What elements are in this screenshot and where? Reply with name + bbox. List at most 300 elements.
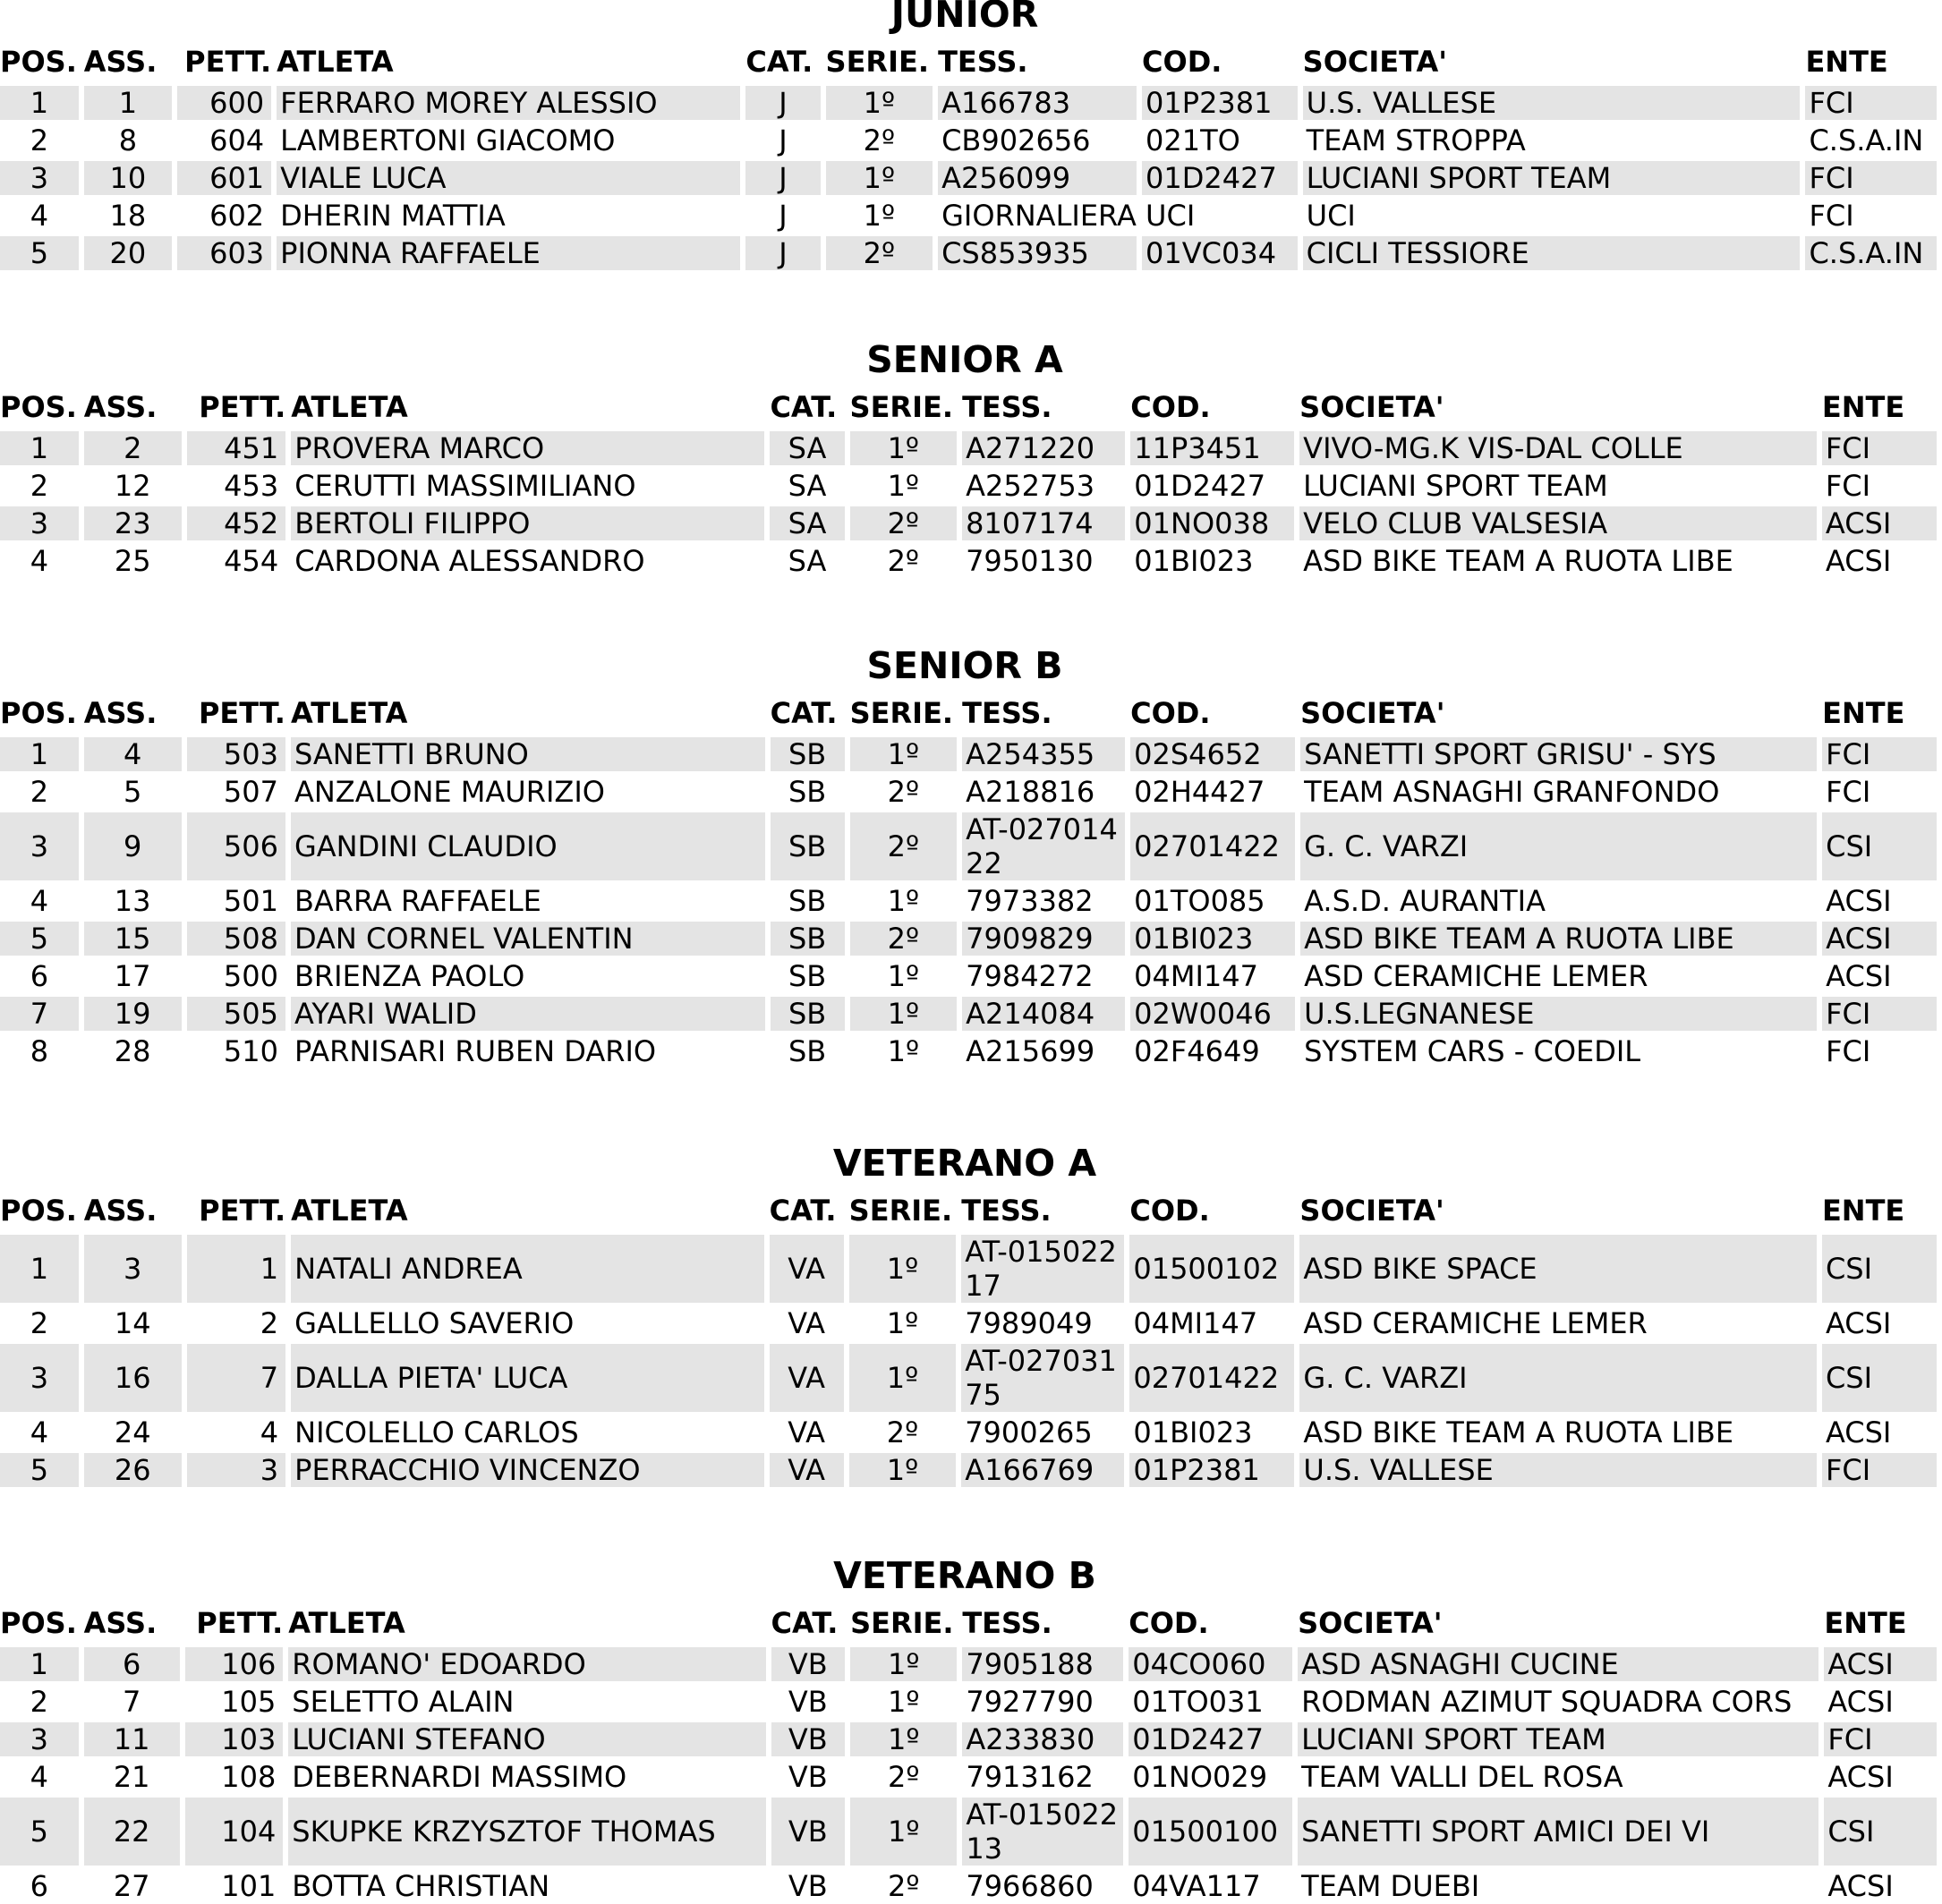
column-header-serie: SERIE. <box>825 45 929 79</box>
cell-ass: 12 <box>84 465 182 503</box>
cell-pett: 453 <box>187 465 286 503</box>
cell-cod: 01TO031 <box>1129 1681 1292 1719</box>
cell-pett: 505 <box>187 993 285 1031</box>
cell-atleta: BRIENZA PAOLO <box>291 956 765 993</box>
cell-cod: 02F4649 <box>1130 1031 1295 1068</box>
table-row <box>0 1340 1937 1412</box>
cell-ass: 4 <box>84 734 182 771</box>
cell-pos: 2 <box>0 120 79 157</box>
column-header-societa: SOCIETA' <box>1298 1606 1443 1640</box>
cell-serie: 2º <box>826 233 933 270</box>
cell-ente: ACSI <box>1824 1681 1937 1719</box>
cell-ente: CSI <box>1822 1340 1937 1412</box>
cell-serie: 1º <box>850 734 958 771</box>
cell-tess: AT-02703175 <box>961 1340 1124 1412</box>
column-header-societa: SOCIETA' <box>1302 45 1448 79</box>
column-header-cod: COD. <box>1129 1606 1209 1640</box>
cell-ass: 13 <box>84 880 182 918</box>
cell-ente: ACSI <box>1822 1412 1937 1449</box>
cell-serie: 1º <box>826 157 933 195</box>
cell-cat: VB <box>771 1794 846 1866</box>
column-header-serie: SERIE. <box>850 1606 954 1640</box>
cell-ass: 21 <box>84 1756 180 1794</box>
section-title: SENIOR A <box>866 338 1063 381</box>
cell-societa: ASD CERAMICHE LEMER <box>1300 956 1817 993</box>
cell-pos: 6 <box>0 1866 79 1903</box>
cell-serie: 1º <box>850 1644 957 1681</box>
column-header-atleta: ATLETA <box>277 45 394 79</box>
cell-cat: SB <box>771 993 845 1031</box>
cell-atleta: DHERIN MATTIA <box>277 195 740 233</box>
cell-cat: SB <box>771 734 845 771</box>
cell-societa: LUCIANI SPORT TEAM <box>1298 1719 1818 1756</box>
column-header-atleta: ATLETA <box>291 1194 408 1228</box>
cell-cod: 01TO085 <box>1130 880 1295 918</box>
cell-tess: 7950130 <box>962 540 1125 578</box>
table-row <box>0 82 1937 120</box>
cell-cat: SB <box>771 880 845 918</box>
cell-pos: 3 <box>0 809 79 880</box>
table-row <box>0 120 1937 157</box>
cell-cat: VB <box>771 1681 846 1719</box>
cell-cat: SB <box>771 771 845 809</box>
cell-pos: 5 <box>0 233 79 270</box>
column-header-pos: POS. <box>0 390 77 424</box>
column-header-ass: ASS. <box>83 45 158 79</box>
cell-pett: 451 <box>187 428 286 465</box>
cell-societa: SANETTI SPORT AMICI DEI VI <box>1298 1794 1818 1866</box>
cell-pos: 3 <box>0 503 79 540</box>
cell-serie: 1º <box>850 465 958 503</box>
cell-cod: 02701422 <box>1130 809 1295 880</box>
cell-societa: ASD BIKE TEAM A RUOTA LIBE <box>1300 918 1817 956</box>
cell-pett: 452 <box>187 503 286 540</box>
cell-societa: ASD BIKE TEAM A RUOTA LIBE <box>1299 540 1817 578</box>
cell-atleta: PERRACCHIO VINCENZO <box>291 1449 763 1487</box>
cell-societa: RODMAN AZIMUT SQUADRA CORS <box>1298 1681 1818 1719</box>
results-table <box>0 693 1942 1068</box>
cell-cat: VB <box>771 1866 846 1903</box>
cell-tess: A166783 <box>938 82 1137 120</box>
header-row <box>0 387 1937 428</box>
column-header-ass: ASS. <box>83 390 158 424</box>
cell-societa: G. C. VARZI <box>1299 1340 1817 1412</box>
cell-pett: 106 <box>185 1644 284 1681</box>
cell-tess: 7909829 <box>962 918 1125 956</box>
cell-tess: A254355 <box>962 734 1125 771</box>
cell-societa: ASD BIKE SPACE <box>1299 1231 1817 1303</box>
cell-cod: 01D2427 <box>1129 1719 1292 1756</box>
cell-societa: U.S. VALLESE <box>1303 82 1801 120</box>
cell-ass: 16 <box>84 1340 182 1412</box>
cell-tess: AT-02701422 <box>962 809 1125 880</box>
table-row <box>0 1756 1937 1794</box>
cell-pett: 103 <box>185 1719 284 1756</box>
cell-serie: 1º <box>850 1719 957 1756</box>
cell-serie: 1º <box>850 428 958 465</box>
cell-ente: FCI <box>1822 1449 1937 1487</box>
cell-pett: 602 <box>177 195 271 233</box>
cell-atleta: LAMBERTONI GIACOMO <box>277 120 740 157</box>
cell-tess: A215699 <box>962 1031 1125 1068</box>
cell-tess: A271220 <box>962 428 1125 465</box>
results-table <box>0 41 1942 270</box>
column-header-cat: CAT. <box>770 696 838 730</box>
cell-pett: 508 <box>187 918 285 956</box>
column-header-ass: ASS. <box>83 696 158 730</box>
cell-serie: 1º <box>850 1681 957 1719</box>
cell-cat: VB <box>771 1756 846 1794</box>
cell-tess: CB902656 <box>938 120 1137 157</box>
cell-atleta: NATALI ANDREA <box>291 1231 763 1303</box>
table-row <box>0 734 1937 771</box>
column-header-societa: SOCIETA' <box>1300 696 1445 730</box>
cell-pos: 1 <box>0 1644 79 1681</box>
cell-cod: 01D2427 <box>1142 157 1298 195</box>
cell-ass: 8 <box>84 120 172 157</box>
cell-atleta: DAN CORNEL VALENTIN <box>291 918 765 956</box>
results-table <box>0 387 1942 578</box>
cell-cod: 01500102 <box>1129 1231 1294 1303</box>
cell-ass: 7 <box>84 1681 180 1719</box>
cell-pett: 501 <box>187 880 285 918</box>
cell-pett: 600 <box>177 82 271 120</box>
cell-pos: 3 <box>0 1340 79 1412</box>
section-title: VETERANO B <box>833 1554 1096 1597</box>
cell-cat: SB <box>771 918 845 956</box>
cell-pett: 603 <box>177 233 271 270</box>
cell-pos: 2 <box>0 465 79 503</box>
table-row <box>0 771 1937 809</box>
cell-cat: SB <box>771 956 845 993</box>
cell-tess: A214084 <box>962 993 1125 1031</box>
cell-pos: 4 <box>0 1412 79 1449</box>
column-header-pett: PETT. <box>199 390 286 424</box>
cell-ass: 1 <box>84 82 172 120</box>
cell-cod: 01VC034 <box>1142 233 1298 270</box>
cell-ente: FCI <box>1822 771 1937 809</box>
cell-pos: 1 <box>0 428 79 465</box>
cell-serie: 2º <box>850 540 958 578</box>
cell-pett: 1 <box>187 1231 285 1303</box>
cell-serie: 2º <box>826 120 933 157</box>
cell-ente: FCI <box>1805 82 1937 120</box>
cell-pett: 507 <box>187 771 285 809</box>
cell-cat: J <box>745 120 820 157</box>
column-header-serie: SERIE. <box>849 696 954 730</box>
cell-atleta: BERTOLI FILIPPO <box>291 503 764 540</box>
cell-tess: 7905188 <box>962 1644 1123 1681</box>
cell-pos: 5 <box>0 1449 79 1487</box>
cell-atleta: SELETTO ALAIN <box>288 1681 765 1719</box>
table-row <box>0 1794 1937 1866</box>
column-header-societa: SOCIETA' <box>1299 1194 1444 1228</box>
cell-cod: 01D2427 <box>1130 465 1294 503</box>
cell-ente: C.S.A.IN <box>1805 120 1937 157</box>
cell-tess: 7989049 <box>961 1303 1124 1340</box>
cell-tess: CS853935 <box>938 233 1137 270</box>
cell-cod: 01NO029 <box>1129 1756 1292 1794</box>
cell-societa: TEAM STROPPA <box>1303 120 1801 157</box>
cell-ente: FCI <box>1805 157 1937 195</box>
cell-societa: TEAM VALLI DEL ROSA <box>1298 1756 1818 1794</box>
cell-cat: SB <box>771 809 845 880</box>
cell-cod: 01500100 <box>1129 1794 1292 1866</box>
cell-societa: SANETTI SPORT GRISU' - SYS <box>1300 734 1817 771</box>
cell-tess: AT-01502213 <box>962 1794 1123 1866</box>
cell-cat: J <box>745 195 820 233</box>
cell-atleta: LUCIANI STEFANO <box>288 1719 765 1756</box>
cell-serie: 2º <box>850 809 958 880</box>
cell-tess: A252753 <box>962 465 1125 503</box>
cell-societa: TEAM DUEBI <box>1298 1866 1818 1903</box>
table-row <box>0 809 1937 880</box>
cell-societa: VIVO-MG.K VIS-DAL COLLE <box>1299 428 1817 465</box>
column-header-atleta: ATLETA <box>288 1606 405 1640</box>
cell-atleta: PARNISARI RUBEN DARIO <box>291 1031 765 1068</box>
cell-cod: 01P2381 <box>1129 1449 1294 1487</box>
cell-pos: 3 <box>0 1719 79 1756</box>
column-header-cod: COD. <box>1130 696 1211 730</box>
cell-pos: 1 <box>0 734 79 771</box>
column-header-pett: PETT. <box>199 1194 286 1228</box>
cell-ente: ACSI <box>1822 956 1937 993</box>
cell-atleta: PIONNA RAFFAELE <box>277 233 740 270</box>
cell-tess: A166769 <box>961 1449 1124 1487</box>
cell-serie: 2º <box>850 1866 957 1903</box>
column-header-ente: ENTE <box>1821 390 1905 424</box>
cell-pos: 4 <box>0 540 79 578</box>
cell-ente: C.S.A.IN <box>1805 233 1937 270</box>
cell-ass: 11 <box>84 1719 180 1756</box>
column-header-societa: SOCIETA' <box>1299 390 1444 424</box>
cell-ente: FCI <box>1805 195 1937 233</box>
table-row <box>0 1231 1937 1303</box>
cell-atleta: CARDONA ALESSANDRO <box>291 540 764 578</box>
column-header-pett: PETT. <box>198 696 285 730</box>
cell-serie: 1º <box>826 195 933 233</box>
cell-cat: J <box>745 157 820 195</box>
column-header-atleta: ATLETA <box>290 696 408 730</box>
cell-cat: SA <box>770 428 844 465</box>
cell-pett: 108 <box>185 1756 284 1794</box>
cell-tess: 7984272 <box>962 956 1125 993</box>
cell-tess: AT-01502217 <box>961 1231 1124 1303</box>
cell-societa: CICLI TESSIORE <box>1303 233 1801 270</box>
header-row <box>0 693 1937 734</box>
cell-pett: 506 <box>187 809 285 880</box>
column-header-cat: CAT. <box>771 1606 839 1640</box>
column-header-pos: POS. <box>0 45 77 79</box>
cell-pett: 101 <box>185 1866 284 1903</box>
cell-ass: 14 <box>84 1303 182 1340</box>
cell-pos: 5 <box>0 918 79 956</box>
column-header-tess: TESS. <box>962 1606 1052 1640</box>
cell-pett: 601 <box>177 157 271 195</box>
cell-pos: 3 <box>0 157 79 195</box>
cell-cat: VA <box>770 1412 844 1449</box>
cell-ass: 28 <box>84 1031 182 1068</box>
cell-tess: 7973382 <box>962 880 1125 918</box>
column-header-cod: COD. <box>1129 1194 1210 1228</box>
column-header-ente: ENTE <box>1805 45 1888 79</box>
cell-serie: 1º <box>850 1794 957 1866</box>
cell-atleta: PROVERA MARCO <box>291 428 764 465</box>
cell-cod: 11P3451 <box>1130 428 1294 465</box>
cell-cat: VA <box>770 1449 844 1487</box>
cell-ass: 6 <box>84 1644 180 1681</box>
cell-pos: 5 <box>0 1794 79 1866</box>
table-row <box>0 880 1937 918</box>
cell-pett: 104 <box>185 1794 284 1866</box>
cell-ente: FCI <box>1822 428 1937 465</box>
column-header-tess: TESS. <box>962 390 1052 424</box>
section-title: JUNIOR <box>890 0 1039 36</box>
column-header-tess: TESS. <box>938 45 1028 79</box>
cell-ente: FCI <box>1822 1031 1937 1068</box>
cell-pos: 7 <box>0 993 79 1031</box>
cell-tess: A233830 <box>962 1719 1123 1756</box>
cell-societa: SYSTEM CARS - COEDIL <box>1300 1031 1817 1068</box>
cell-pos: 1 <box>0 1231 79 1303</box>
cell-ass: 15 <box>84 918 182 956</box>
cell-pos: 2 <box>0 1681 79 1719</box>
cell-ass: 20 <box>84 233 172 270</box>
table-row <box>0 157 1937 195</box>
cell-tess: 7900265 <box>961 1412 1124 1449</box>
cell-atleta: BARRA RAFFAELE <box>291 880 765 918</box>
cell-ente: CSI <box>1822 809 1937 880</box>
column-header-serie: SERIE. <box>849 390 953 424</box>
cell-cat: SB <box>771 1031 845 1068</box>
table-row <box>0 956 1937 993</box>
table-row <box>0 233 1937 270</box>
cell-serie: 1º <box>849 1231 957 1303</box>
cell-cat: SA <box>770 465 844 503</box>
cell-ente: ACSI <box>1824 1644 1937 1681</box>
column-header-cat: CAT. <box>770 390 838 424</box>
cell-pos: 4 <box>0 1756 79 1794</box>
cell-ass: 25 <box>84 540 182 578</box>
cell-ente: ACSI <box>1822 540 1937 578</box>
cell-societa: U.S. VALLESE <box>1299 1449 1817 1487</box>
cell-ente: ACSI <box>1822 1303 1937 1340</box>
cell-ass: 27 <box>84 1866 180 1903</box>
cell-pett: 454 <box>187 540 286 578</box>
cell-cod: 01BI023 <box>1129 1412 1294 1449</box>
cell-tess: GIORNALIERA <box>938 195 1137 233</box>
column-header-tess: TESS. <box>962 696 1052 730</box>
cell-ente: ACSI <box>1822 503 1937 540</box>
cell-ente: ACSI <box>1824 1756 1937 1794</box>
cell-cat: J <box>745 233 820 270</box>
cell-atleta: DALLA PIETA' LUCA <box>291 1340 763 1412</box>
cell-atleta: VIALE LUCA <box>277 157 740 195</box>
cell-ente: ACSI <box>1822 880 1937 918</box>
cell-atleta: FERRARO MOREY ALESSIO <box>277 82 740 120</box>
cell-ass: 24 <box>84 1412 182 1449</box>
cell-ass: 19 <box>84 993 182 1031</box>
cell-ente: FCI <box>1824 1719 1937 1756</box>
cell-atleta: DEBERNARDI MASSIMO <box>288 1756 765 1794</box>
cell-ass: 3 <box>84 1231 182 1303</box>
table-row <box>0 1644 1937 1681</box>
column-header-pos: POS. <box>0 696 77 730</box>
table-row <box>0 428 1937 465</box>
table-row <box>0 1031 1937 1068</box>
cell-atleta: AYARI WALID <box>291 993 765 1031</box>
cell-atleta: ROMANO' EDOARDO <box>288 1644 765 1681</box>
cell-cod: 04MI147 <box>1129 1303 1294 1340</box>
column-header-cat: CAT. <box>769 1194 837 1228</box>
cell-ass: 17 <box>84 956 182 993</box>
cell-cod: 021TO <box>1142 120 1298 157</box>
cell-pett: 3 <box>187 1449 285 1487</box>
cell-pett: 7 <box>187 1340 285 1412</box>
cell-societa: TEAM ASNAGHI GRANFONDO <box>1300 771 1817 809</box>
cell-serie: 2º <box>850 918 958 956</box>
cell-societa: ASD BIKE TEAM A RUOTA LIBE <box>1299 1412 1817 1449</box>
section-title: SENIOR B <box>866 644 1063 687</box>
cell-tess: 7913162 <box>962 1756 1123 1794</box>
cell-cod: 02S4652 <box>1130 734 1295 771</box>
cell-ass: 26 <box>84 1449 182 1487</box>
cell-cod: 04MI147 <box>1130 956 1295 993</box>
cell-serie: 1º <box>849 1303 957 1340</box>
cell-atleta: ANZALONE MAURIZIO <box>291 771 765 809</box>
cell-serie: 2º <box>849 1412 957 1449</box>
cell-pos: 2 <box>0 1303 79 1340</box>
cell-serie: 1º <box>850 956 958 993</box>
column-header-ass: ASS. <box>83 1606 158 1640</box>
cell-societa: ASD ASNAGHI CUCINE <box>1298 1644 1818 1681</box>
cell-ente: FCI <box>1822 465 1937 503</box>
column-header-pos: POS. <box>0 1606 77 1640</box>
cell-atleta: SKUPKE KRZYSZTOF THOMAS <box>288 1794 765 1866</box>
cell-cod: 02H4427 <box>1130 771 1295 809</box>
table-row <box>0 1866 1937 1903</box>
header-row <box>0 1190 1937 1231</box>
cell-ente: CSI <box>1824 1794 1937 1866</box>
table-row <box>0 1303 1937 1340</box>
results-table <box>0 1602 1942 1903</box>
cell-atleta: BOTTA CHRISTIAN <box>288 1866 765 1903</box>
cell-tess: 7927790 <box>962 1681 1123 1719</box>
cell-pett: 105 <box>185 1681 284 1719</box>
cell-pett: 500 <box>187 956 285 993</box>
cell-cat: VB <box>771 1719 846 1756</box>
cell-pos: 1 <box>0 82 79 120</box>
cell-serie: 1º <box>850 1031 958 1068</box>
cell-cat: VB <box>771 1644 846 1681</box>
table-row <box>0 195 1937 233</box>
table-row <box>0 993 1937 1031</box>
cell-cod: 04CO060 <box>1129 1644 1292 1681</box>
cell-serie: 2º <box>850 503 958 540</box>
cell-pos: 4 <box>0 880 79 918</box>
cell-pett: 604 <box>177 120 271 157</box>
table-row <box>0 1681 1937 1719</box>
cell-cod: 01BI023 <box>1130 918 1295 956</box>
cell-ass: 2 <box>84 428 182 465</box>
header-row <box>0 41 1937 82</box>
column-header-serie: SERIE. <box>848 1194 953 1228</box>
cell-pett: 510 <box>187 1031 285 1068</box>
cell-pett: 2 <box>187 1303 285 1340</box>
table-row <box>0 1719 1937 1756</box>
column-header-pett: PETT. <box>196 1606 284 1640</box>
cell-ass: 5 <box>84 771 182 809</box>
